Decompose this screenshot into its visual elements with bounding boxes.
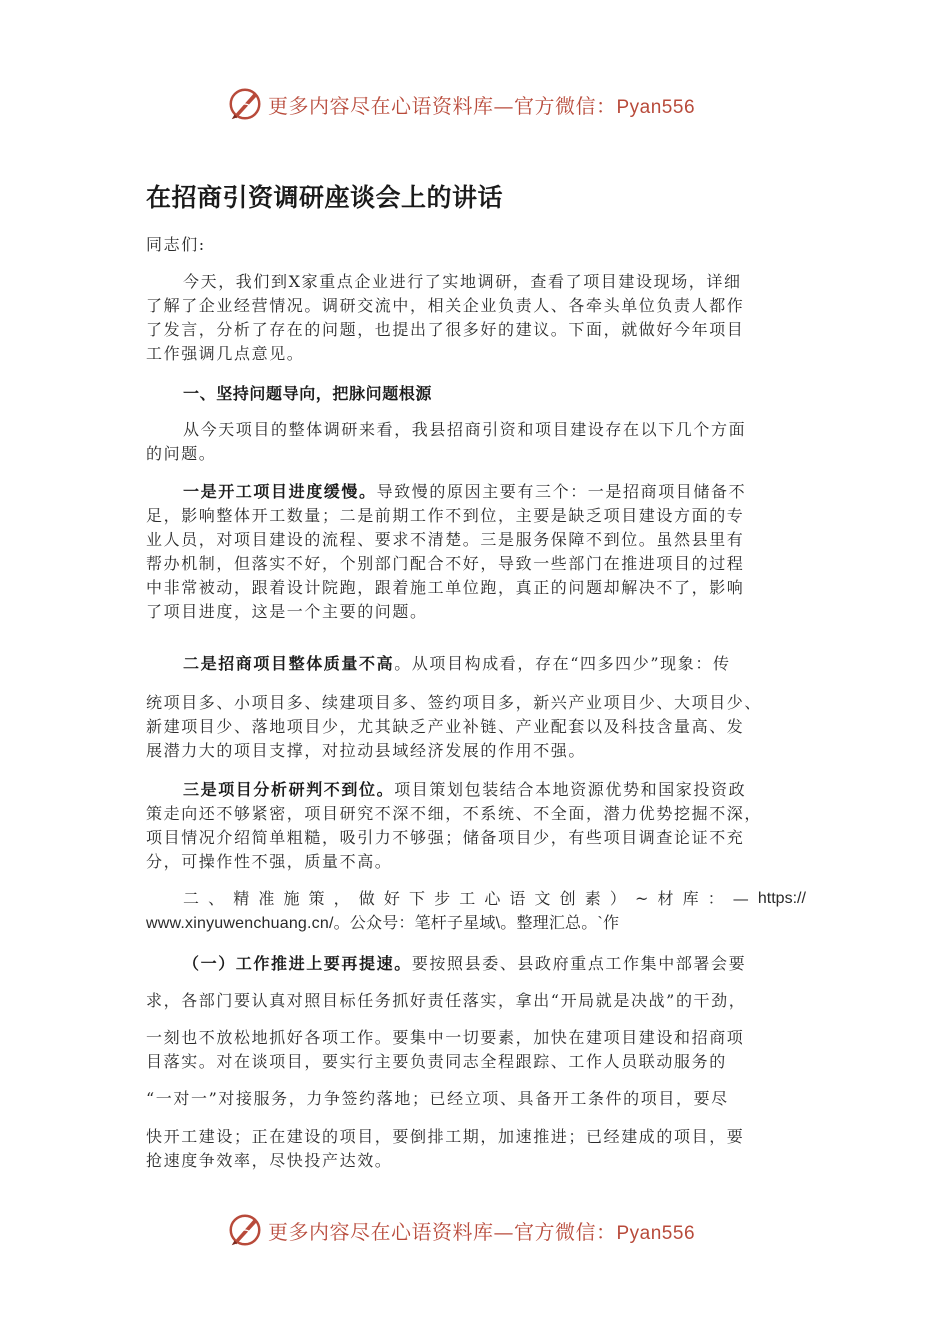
heading-char: 素 xyxy=(584,889,601,908)
point-2-continued xyxy=(146,691,806,763)
paragraph-line: 目落实。对在谈项目，要实行主要负责同志全程跟踪、工作人员联动服务的 xyxy=(146,1052,727,1071)
heading-char: 精 xyxy=(233,889,250,908)
banner-main: 更多内容尽在心语资料库 xyxy=(268,93,494,118)
banner-wechat-label: 官方微信： xyxy=(514,93,617,118)
subsection-1-end xyxy=(146,1125,806,1173)
banner-main: 更多内容尽在心语资料库 xyxy=(268,1219,494,1244)
heading-char: ， xyxy=(333,889,350,908)
paragraph-line: 足，影响整体开工数量；二是前期工作不到位，主要是缺乏项目建设方面的专 xyxy=(146,506,745,525)
banner-dash: — xyxy=(493,93,514,118)
point-3-paragraph xyxy=(146,778,806,874)
heading-char: 材 xyxy=(657,889,674,908)
heading-char: — xyxy=(732,889,749,908)
paragraph-line: 策走向还不够紧密，项目研究不深不细，不系统、不全面，潜力优势挖掘不深， xyxy=(146,804,763,823)
paragraph-line: 求，各部门要认真对照目标任务抓好责任落实，拿出“开局就是决战”的干劲， xyxy=(146,991,747,1010)
heading-char: ： xyxy=(707,889,724,908)
heading-url-start: https:// xyxy=(757,890,806,907)
paragraph-line: 一刻也不放松地抓好各项工作。要集中一切要素，加快在建项目建设和招商项 xyxy=(146,1028,745,1047)
heading-char: 文 xyxy=(534,889,551,908)
point-lead: 三是项目分析研判不到位。 xyxy=(183,780,395,799)
heading-char: 施 xyxy=(283,889,300,908)
heading-char: 工 xyxy=(459,889,476,908)
section-1-intro xyxy=(146,418,806,466)
paragraph-line: 中非常被动，跟着设计院跑，跟着施工单位跑，真正的问题却解决不了，影响 xyxy=(146,578,745,597)
subsection-1-line xyxy=(146,1087,806,1111)
paragraph-line: 快开工建设；正在建设的项目，要倒排工期，加速推进；已经建成的项目，要 xyxy=(146,1127,745,1146)
paragraph-line: 了解了企业经营情况。调研交流中，相关企业负责人、各牵头单位负责人都作 xyxy=(146,296,745,315)
document-title: 在招商引资调研座谈会上的讲话 xyxy=(146,183,504,212)
paragraph-line: 新建项目少、落地项目少，尤其缺乏产业补链、产业配套以及科技含量高、发 xyxy=(146,717,745,736)
heading-char: 策 xyxy=(308,889,325,908)
subsection-1-line xyxy=(146,989,806,1013)
point-2-paragraph xyxy=(146,652,806,676)
section-2-line-1 xyxy=(146,887,806,911)
section-heading-text: 一、坚持问题导向，把脉问题根源 xyxy=(183,384,433,403)
banner-wechat-label: 官方微信： xyxy=(514,1219,617,1244)
point-rest: 。从项目构成看，存在“四多四少”现象：传 xyxy=(394,654,731,673)
heading-char: 二 xyxy=(183,889,200,908)
point-rest: 导致慢的原因主要有三个：一是招商项目储备不 xyxy=(376,482,747,501)
paragraph-line xyxy=(146,778,806,802)
intro-paragraph xyxy=(146,270,806,366)
paragraph-line: 帮办机制，但落实不好，个别部门配合不好，导致一些部门在推进项目的过程 xyxy=(146,554,745,573)
paragraph-line: 项目情况介绍简单粗糙，吸引力不够强；储备项目少，有些项目调查论证不充 xyxy=(146,828,745,847)
point-rest: 要按照县委、县政府重点工作集中部署会要 xyxy=(411,954,747,973)
section-1-heading xyxy=(146,382,806,406)
banner-dash: — xyxy=(493,1219,514,1244)
subsection-1-paragraph xyxy=(146,952,806,976)
paragraph-line: 今天，我们到X家重点企业进行了实地调研，查看了项目建设现场，详细 xyxy=(183,272,742,291)
url-and-account-text: www.xinyuwenchuang.cn/。公众号：笔杆子星域\。整理汇总。`作 xyxy=(146,915,620,932)
banner-wechat-id: Pyan556 xyxy=(616,1222,696,1244)
banner-text xyxy=(268,90,695,119)
heading-char: 心 xyxy=(484,889,501,908)
heading-char: ） xyxy=(609,889,626,908)
section-2-heading xyxy=(146,887,806,935)
point-1-paragraph xyxy=(146,480,806,624)
heading-char: 下 xyxy=(408,889,425,908)
banner-wechat-id: Pyan556 xyxy=(616,96,696,118)
section-2-line-2 xyxy=(146,911,806,935)
paragraph-line xyxy=(146,952,806,976)
salutation-text: 同志们: xyxy=(146,235,206,254)
banner-text xyxy=(268,1216,695,1245)
paragraph-line: 从今天项目的整体调研来看，我县招商引资和项目建设存在以下几个方面 xyxy=(183,420,747,439)
footer-watermark-banner xyxy=(226,1210,726,1250)
salutation xyxy=(146,233,806,257)
paragraph-line: 工作强调几点意见。 xyxy=(146,344,305,363)
paragraph-line: 分，可操作性不强，质量不高。 xyxy=(146,852,393,871)
point-lead: （一）工作推进上要再提速。 xyxy=(183,954,412,973)
paragraph-line: 了发言，分析了存在的问题，也提出了很多好的建议。下面，就做好今年项目 xyxy=(146,320,745,339)
subsection-1-continued xyxy=(146,1026,806,1074)
point-lead: 二是招商项目整体质量不高 xyxy=(183,654,395,673)
heading-char: 、 xyxy=(208,889,225,908)
heading-char: 做 xyxy=(358,889,375,908)
heading-char: 准 xyxy=(258,889,275,908)
pen-logo-icon xyxy=(226,1211,264,1249)
heading-char: 语 xyxy=(509,889,526,908)
heading-char: 创 xyxy=(559,889,576,908)
header-watermark-banner xyxy=(226,84,726,124)
paragraph-line xyxy=(146,652,806,676)
heading-char: 库 xyxy=(682,889,699,908)
paragraph-line: 统项目多、小项目多、续建项目多、签约项目多，新兴产业项目少、大项目少、 xyxy=(146,693,763,712)
paragraph-line: “一对一”对接服务，力争签约落地；已经立项、具备开工条件的项目，要尽 xyxy=(146,1089,729,1108)
paragraph-line: 抢速度争效率，尽快投产达效。 xyxy=(146,1151,393,1170)
heading-char: 好 xyxy=(383,889,400,908)
heading-char: 步 xyxy=(434,889,451,908)
point-rest: 项目策划包装结合本地资源优势和国家投资政 xyxy=(394,780,747,799)
heading-char: ~ xyxy=(634,889,649,908)
pen-logo-icon xyxy=(226,85,264,123)
point-lead: 一是开工项目进度缓慢。 xyxy=(183,482,377,501)
paragraph-line xyxy=(146,480,806,504)
paragraph-line: 的问题。 xyxy=(146,444,217,463)
paragraph-line: 业人员，对项目建设的流程、要求不清楚。三是服务保障不到位。虽然县里有 xyxy=(146,530,745,549)
paragraph-line: 了项目进度，这是一个主要的问题。 xyxy=(146,602,428,621)
paragraph-line: 展潜力大的项目支撑，对拉动县域经济发展的作用不强。 xyxy=(146,741,587,760)
